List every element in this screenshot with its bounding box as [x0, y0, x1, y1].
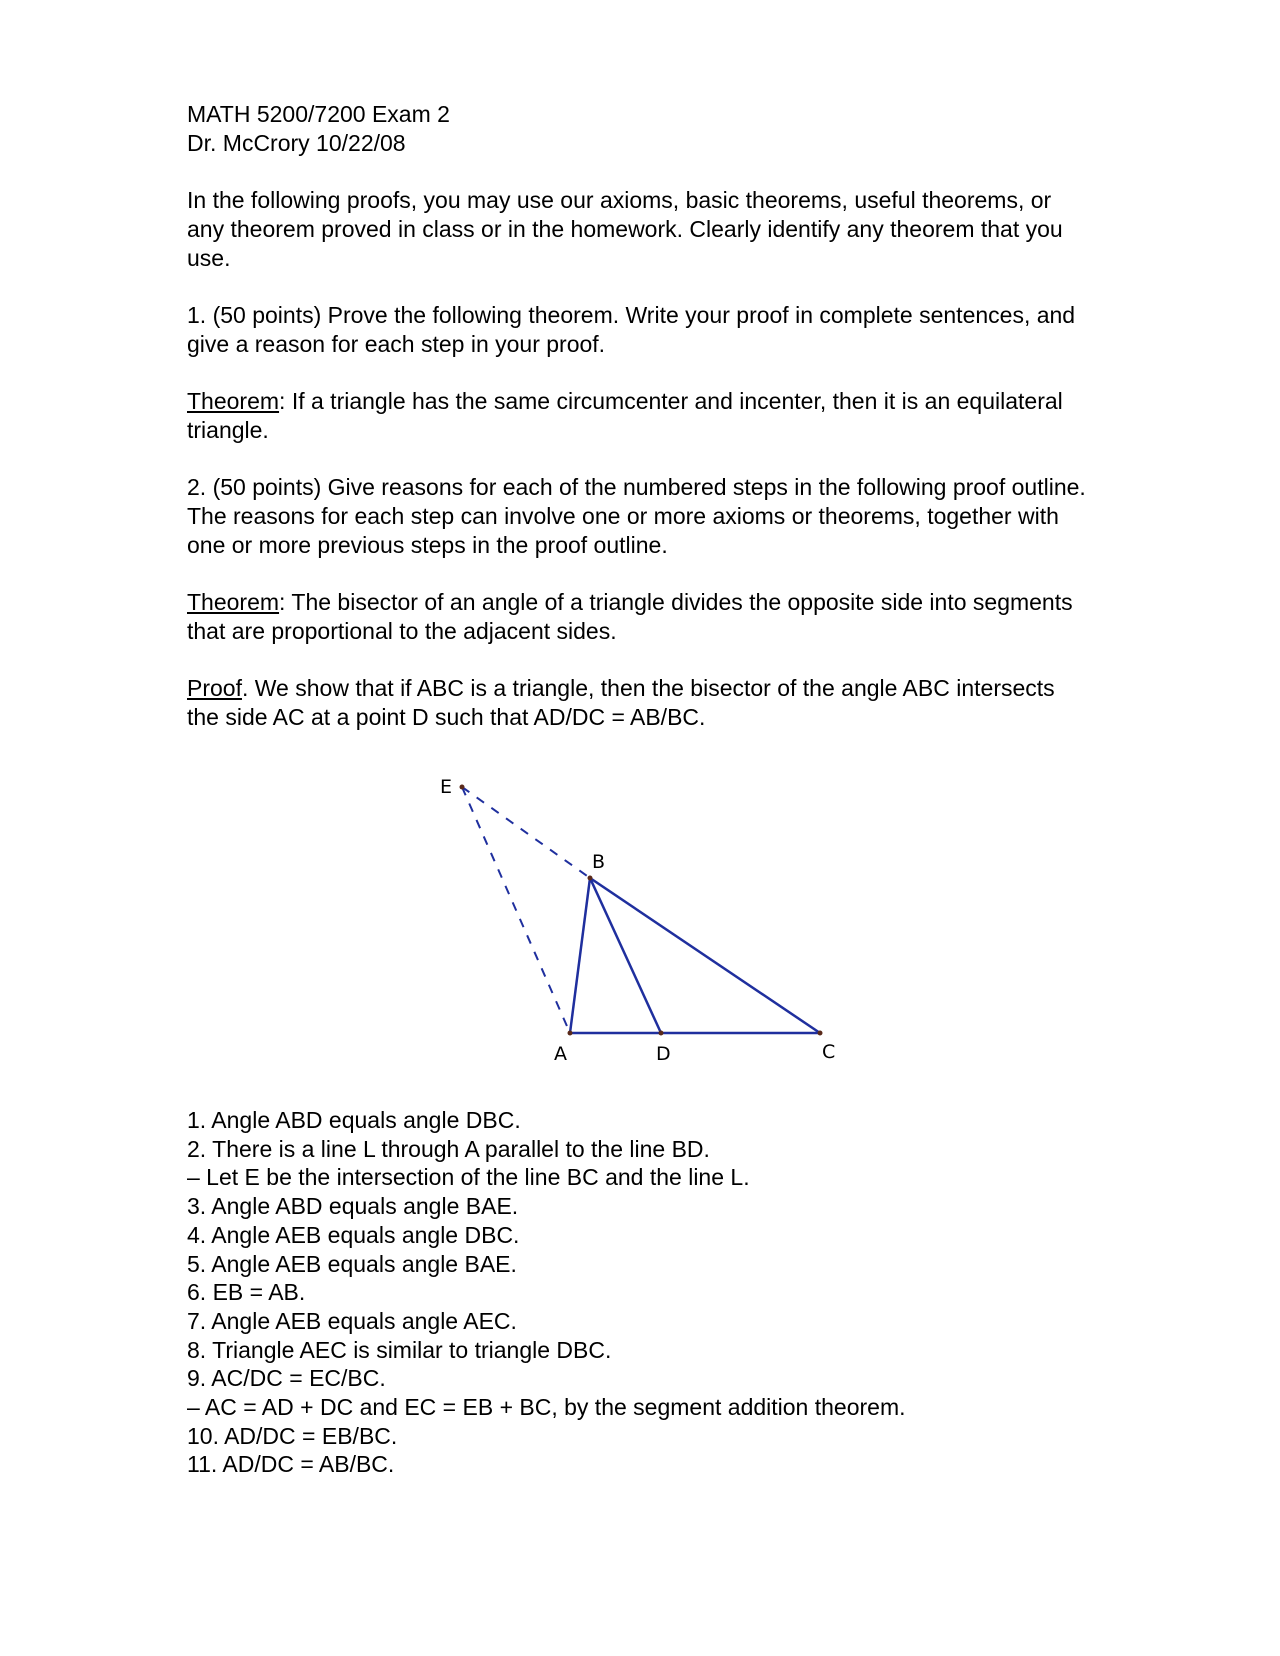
- point-D: [659, 1031, 664, 1036]
- label-A: A: [554, 1043, 567, 1065]
- list-item: 9. AC/DC = EC/BC.: [187, 1365, 386, 1392]
- list-item: 10. AD/DC = EB/BC.: [187, 1422, 398, 1449]
- label-D: D: [656, 1043, 671, 1065]
- theorem-label: Theorem: [187, 589, 280, 615]
- proof-text: . We show that if ABC is a triangle, then the bisector of the angle ABC intersects the side AC at a point D such that AD/DC = AB/BC.: [187, 675, 1055, 730]
- list-item: 6. EB = AB.: [187, 1279, 306, 1306]
- list-item: 7. Angle AEB equals angle AEC.: [187, 1307, 517, 1334]
- list-item: 5. Angle AEB equals angle BAE.: [187, 1250, 517, 1277]
- problem2-theorem: [187, 588, 1087, 646]
- problem1-theorem: [187, 387, 1087, 445]
- list-item: 2. There is a line L through A parallel to the line BD.: [187, 1135, 710, 1162]
- list-item: – AC = AD + DC and EC = EB + BC, by the segment addition theorem.: [187, 1394, 906, 1421]
- course-line: MATH 5200/7200 Exam 2: [187, 101, 450, 127]
- list-item: 3. Angle ABD equals angle BAE.: [187, 1193, 519, 1220]
- list-item: 11. AD/DC = AB/BC.: [187, 1451, 395, 1478]
- theorem-label: Theorem: [187, 388, 280, 414]
- point-A: [568, 1031, 573, 1036]
- theorem-text: : If a triangle has the same circumcenter and incenter, then it is an equilateral triangle.: [187, 388, 1063, 443]
- list-item: 1. Angle ABD equals angle DBC.: [187, 1107, 521, 1133]
- instructions: In the following proofs, you may use our axioms, basic theorems, useful theorems, or any theorem proved in class or in the homework. Clearly identify any theorem that you use.: [187, 187, 1063, 271]
- list-item: – Let E be the intersection of the line BC and the line L.: [187, 1164, 750, 1191]
- problem2-prompt: 2. (50 points) Give reasons for each of the numbered steps in the following proof outline. The reasons for each step can involve one or more axioms or theorems, together with one or more previous steps in the proof outline.: [187, 474, 1086, 558]
- label-C: C: [822, 1041, 836, 1063]
- line-EA-dashed: [462, 787, 570, 1033]
- label-B: B: [592, 851, 606, 873]
- theorem-text: : The bisector of an angle of a triangle divides the opposite side into segments that are proportional to the adjacent sides.: [187, 589, 1073, 644]
- problem2-proof: [187, 674, 1087, 732]
- side-BC: [590, 878, 820, 1033]
- list-item: 4. Angle AEB equals angle DBC.: [187, 1221, 520, 1248]
- proof-label: Proof: [187, 675, 242, 701]
- point-C: [818, 1031, 823, 1036]
- bisector-BD: [590, 878, 661, 1033]
- label-E: E: [440, 776, 453, 798]
- exam-text: [187, 100, 1087, 732]
- problem1-prompt: 1. (50 points) Prove the following theorem. Write your proof in complete sentences, and give a reason for each step in your proof.: [187, 302, 1076, 357]
- proof-steps-list: [187, 1106, 1087, 1479]
- side-AB: [570, 878, 590, 1033]
- list-item: 8. Triangle AEC is similar to triangle DBC.: [187, 1336, 612, 1363]
- instructor-line: Dr. McCrory 10/22/08: [187, 130, 406, 156]
- line-EB-dashed: [462, 787, 590, 878]
- point-B: [588, 876, 593, 881]
- point-E: [460, 785, 465, 790]
